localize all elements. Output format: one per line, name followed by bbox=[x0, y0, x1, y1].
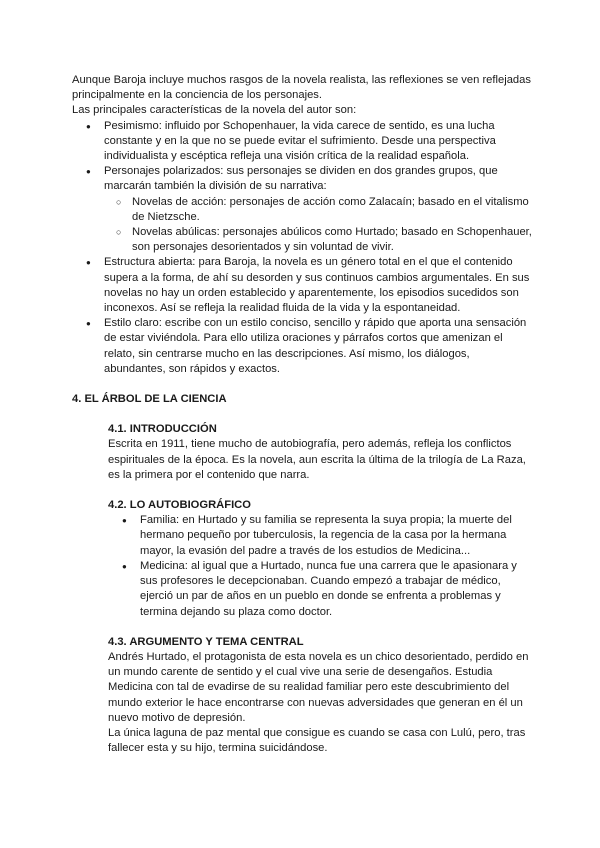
list-item-text: Personajes polarizados: sus personajes se dividen en dos grandes grupos, que marcarán también la división de su narrativa: bbox=[104, 165, 498, 193]
section-4-body bbox=[72, 422, 534, 756]
sub-item-abulicas: ○ Novelas abúlicas: personajes abúlicos como Hurtado; basado en Schopenhauer, son personajes desorientados y sin voluntad de vivir. bbox=[132, 225, 534, 255]
sub-list bbox=[104, 195, 534, 256]
intro-lead: Las principales características de la novela del autor son: bbox=[72, 104, 357, 117]
list-item-estructura bbox=[104, 255, 534, 316]
list-item-text: Estilo claro: escribe con un estilo conciso, sencillo y rápido que aporta una sensación de estar viviéndola. Para ello utiliza oraciones y párrafos cortos que amenizan el relato, sin centrarse mucho en las descripciones. Así mismo, los diálogos, abundantes, son rápidos y exactos. bbox=[104, 317, 527, 375]
argumento-paragraph-2: La única laguna de paz mental que consigue es cuando se casa con Lulú, pero, tras fallecer esta y su hijo, termina suicidándose. bbox=[108, 726, 526, 755]
subsection-introduccion bbox=[108, 422, 534, 483]
argumento-paragraph: Andrés Hurtado, el protagonista de esta novela es un chico desorientado, perdido en un mundo carente de sentido y el cual vive una serie de desengaños. Estudia Medicina con tal de evadirse de su realidad familiar pero este descubrimiento del mundo exterior le hace encontrarse con nuevas adversidades que generan en él un nuevo motivo de depresión. bbox=[108, 650, 529, 724]
subsection-heading: 4.1. INTRODUCCIÓN bbox=[108, 423, 217, 436]
list-item-personajes bbox=[104, 164, 534, 255]
list-item-familia: ● Familia: en Hurtado y su familia se representa la suya propia; la muerte del hermano pequeño por tuberculosis, la regencia de la casa por la hermana mayor, la evasión del padre a través de los estudios de Medicina... bbox=[140, 513, 534, 559]
characteristics-list bbox=[72, 119, 534, 377]
document-body bbox=[72, 73, 534, 756]
subsection-autobiografico bbox=[108, 498, 534, 620]
list-item-text: Estructura abierta: para Baroja, la novela es un género total en el que el contenido supera a la forma, de ahí su desorden y sus continuos cambios argumentales. En sus novelas no hay un orden establecido y aparentemente, los episodios sucedidos son inconexos. Así se refleja la realidad fluida de la vida y la espontaneidad. bbox=[104, 256, 530, 315]
list-item-medicina: ● Medicina: al igual que a Hurtado, nunca fue una carrera que le apasionara y sus profesores le decepcionaban. Cuando empezó a trabajar de médico, ejerció un par de años en un pueblo en donde se enfrenta a problemas y termina dejando su plaza como doctor. bbox=[140, 559, 534, 620]
intro-paragraph: Aunque Baroja incluye muchos rasgos de la novela realista, las reflexiones se ven reflejadas principalmente en la conciencia de los personajes. bbox=[72, 74, 531, 102]
subsection-text: Escrita en 1911, tiene mucho de autobiografía, pero además, refleja los conflictos espirituales de la época. Es la novela, aun escrita la última de la trilogía de La Raza, es la primera por el contenido que narra. bbox=[108, 438, 526, 481]
subsection-argumento bbox=[108, 635, 534, 757]
list-item-pesimismo bbox=[104, 119, 534, 165]
autobiografico-list bbox=[108, 513, 534, 619]
sub-item-accion: ○ Novelas de acción: personajes de acción como Zalacaín; basado en el vitalismo de Nietzsche. bbox=[132, 195, 534, 225]
section-4-heading: 4. EL ÁRBOL DE LA CIENCIA bbox=[72, 393, 227, 406]
subsection-heading: 4.3. ARGUMENTO Y TEMA CENTRAL bbox=[108, 635, 304, 648]
subsection-heading: 4.2. LO AUTOBIOGRÁFICO bbox=[108, 499, 251, 512]
list-item-text: Pesimismo: influido por Schopenhauer, la vida carece de sentido, es una lucha constante y en la que no se puede evitar el sufrimiento. Desde una perspectiva individualista y escéptica refleja una visión crítica de la realidad española. bbox=[104, 119, 496, 163]
list-item-estilo bbox=[104, 316, 534, 377]
